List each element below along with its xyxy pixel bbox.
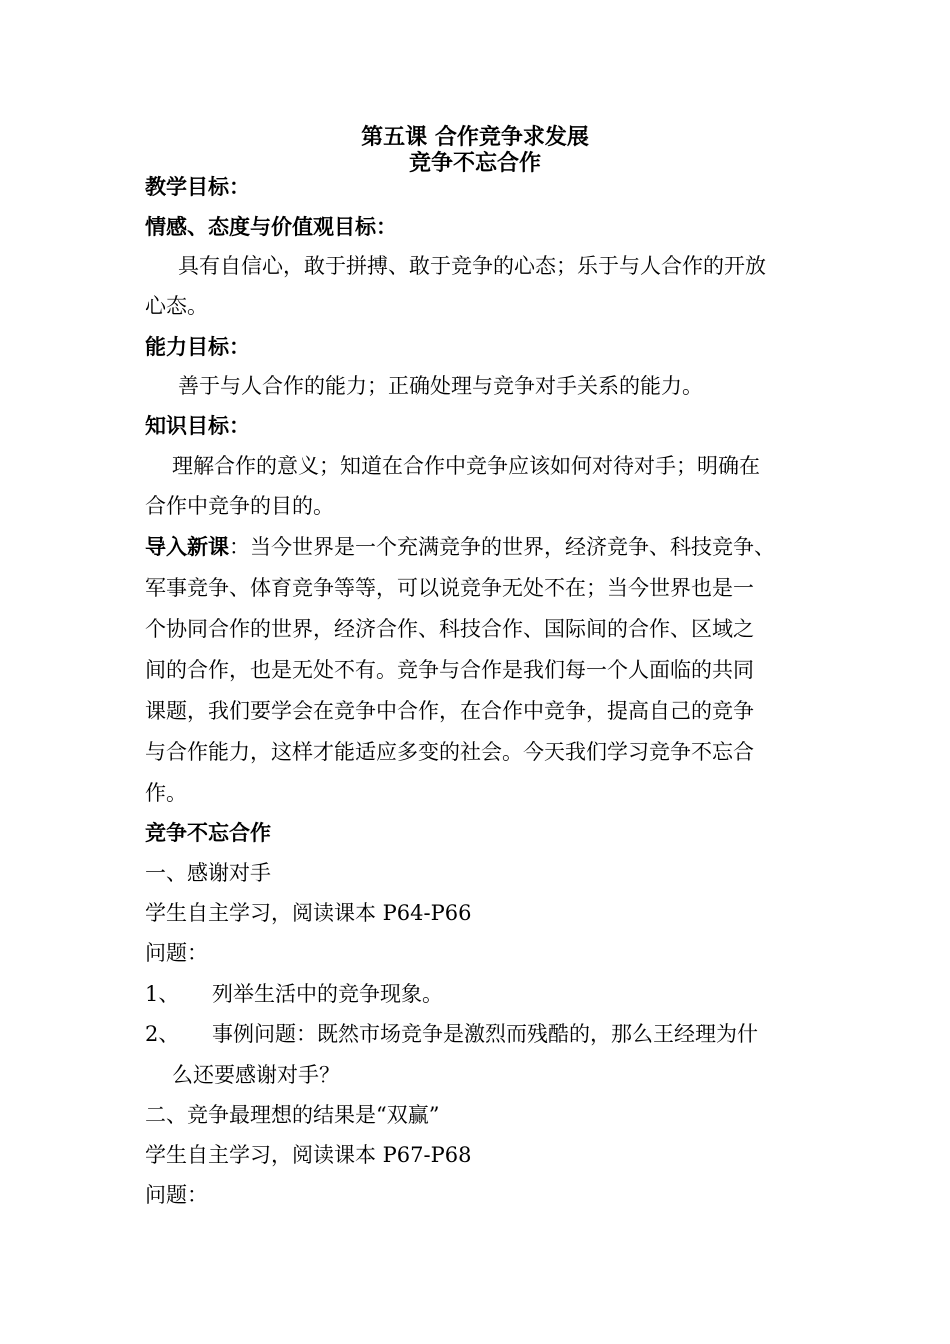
question-continuation: 么还要感谢对手？ xyxy=(172,1063,340,1087)
question-text: 列举生活中的竞争现象。 xyxy=(212,982,443,1006)
question-number: 1、 xyxy=(145,982,180,1006)
knowledge-line: 合作中竞争的目的。 xyxy=(145,494,334,518)
emotion-line: 心态。 xyxy=(145,294,208,318)
question-number: 2、 xyxy=(145,1022,180,1046)
part1-question-label: 问题： xyxy=(145,941,208,965)
part1-study: 学生自主学习，阅读课本 P64-P66 xyxy=(145,901,472,925)
knowledge-line: 理解合作的意义；知道在合作中竞争应该如何对待对手；明确在 xyxy=(172,454,760,478)
knowledge-heading: 知识目标： xyxy=(145,413,250,438)
intro-line: 课题，我们要学会在竞争中合作，在合作中竞争，提高自己的竞争 xyxy=(145,699,754,723)
document-title: 第五课 合作竞争求发展 xyxy=(361,124,589,150)
intro-line: 间的合作，也是无处不有。竞争与合作是我们每一个人面临的共同 xyxy=(145,658,754,682)
intro-first-line xyxy=(145,532,775,562)
ability-line: 善于与人合作的能力；正确处理与竞争对手关系的能力。 xyxy=(178,374,703,398)
goals-heading: 教学目标： xyxy=(145,174,250,199)
part2-question-label: 问题： xyxy=(145,1183,208,1207)
part1-heading: 一、感谢对手 xyxy=(145,861,271,885)
emotion-heading: 情感、态度与价值观目标： xyxy=(145,214,397,239)
question-item xyxy=(0,1019,950,1049)
ability-heading: 能力目标： xyxy=(145,334,250,359)
intro-label: 导入新课 xyxy=(145,534,229,559)
intro-line: 个协同合作的世界，经济合作、科技合作、国际间的合作、区域之 xyxy=(145,617,754,641)
intro-line: 作。 xyxy=(145,781,187,805)
intro-line: 与合作能力，这样才能适应多变的社会。今天我们学习竞争不忘合 xyxy=(145,740,754,764)
emotion-line: 具有自信心，敢于拼搏、敢于竞争的心态；乐于与人合作的开放 xyxy=(178,254,766,278)
section-heading: 竞争不忘合作 xyxy=(145,820,271,845)
question-text: 事例问题：既然市场竞争是激烈而残酷的，那么王经理为什 xyxy=(212,1022,758,1046)
question-item xyxy=(0,979,950,1009)
document-subtitle: 竞争不忘合作 xyxy=(408,150,541,176)
intro-first-line-text: ：当今世界是一个充满竞争的世界，经济竞争、科技竞争、 xyxy=(229,535,775,559)
part2-heading: 二、竞争最理想的结果是“双赢” xyxy=(145,1103,440,1127)
part2-study: 学生自主学习，阅读课本 P67-P68 xyxy=(145,1143,472,1167)
intro-line: 军事竞争、体育竞争等等，可以说竞争无处不在；当今世界也是一 xyxy=(145,576,754,600)
